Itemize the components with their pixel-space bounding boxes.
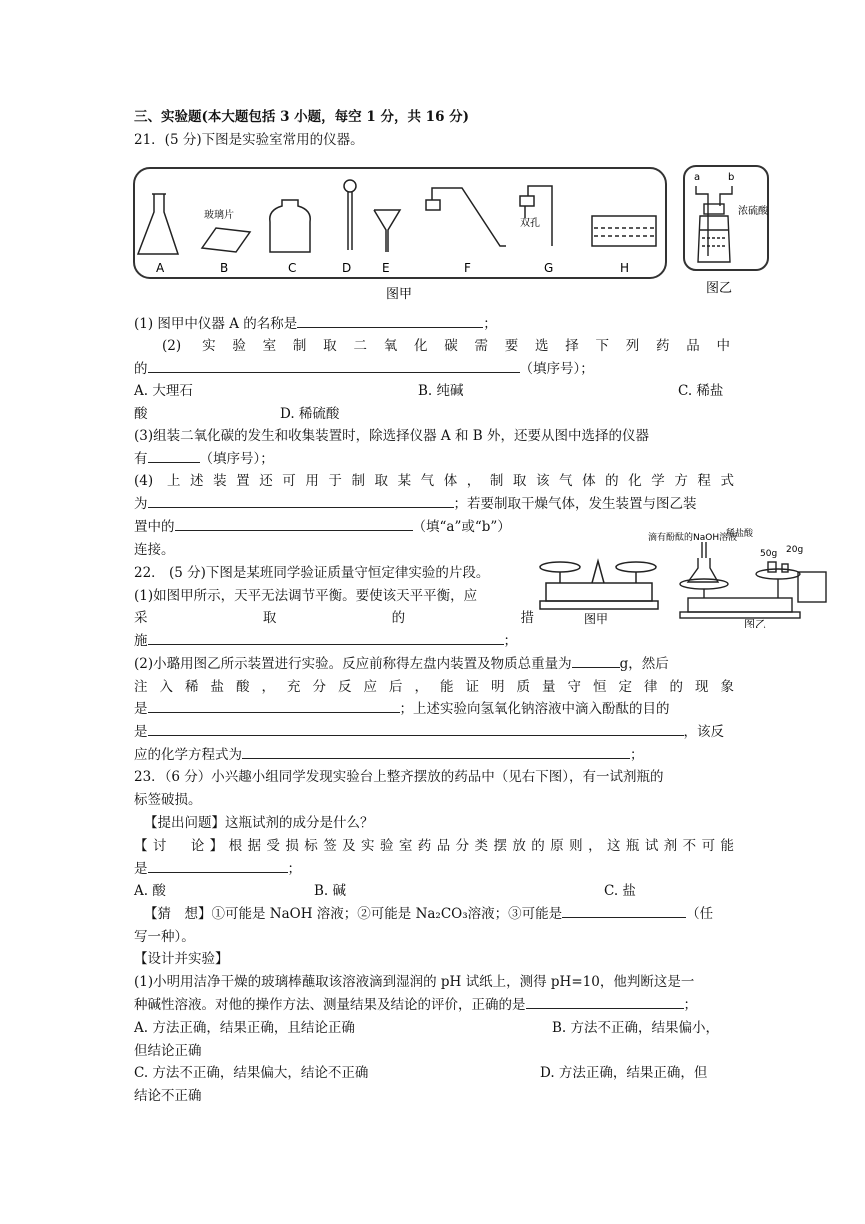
glass-plate-icon [202,228,250,252]
q23-intro: 23．（6 分）小兴趣小组同学发现实验台上整齐摆放的药品中（见右下图），有一试剂瓶的 [134,769,664,785]
bent-tube-icon [426,188,506,246]
q21-p1: (1) 图甲中仪器 A 的名称是 [134,316,298,332]
answer-blank[interactable] [148,698,400,713]
answer-blank[interactable] [148,721,684,736]
fill-hint: （填序号）； [519,361,594,377]
label-h: H [620,261,630,275]
glass-plate-label: 玻璃片 [204,210,234,221]
q21-intro: 21．(5 分)下图是实验室常用的仪器。 [134,132,364,148]
q23-discuss: 【讨 论】根据受损标签及实验室药品分类摆放的原则，这瓶试剂不可能 [134,838,734,854]
punct: ； [630,747,644,763]
punct: ； [503,633,517,649]
answer-blank[interactable] [148,448,200,463]
hcl-label: 稀盐酸 [726,529,754,539]
q21-opt-c: C. 稀盐 [678,383,724,399]
conical-flask-icon [138,194,178,254]
figure-yi [682,164,772,300]
figure-balance-jia [536,545,662,625]
label-f: F [464,261,471,275]
punct: ； [287,861,301,877]
weight-50g-label: 50g [760,549,778,559]
q21-opt-b: B. 纯碱 [418,383,464,399]
q23-option-b: B. 方法不正确，结果偏小， [552,1020,720,1036]
double-hole-stopper-icon [520,186,552,246]
figure-jia-caption: 图甲 [386,287,413,302]
q23-option-a: A. 方法正确，结果正确，且结论正确 [134,1020,355,1036]
label-e: E [382,261,390,275]
punct: ； [683,997,697,1013]
q22-p2b: 注入稀盐酸，充分反应后，能证明质量守恒定律的现象 [134,679,734,695]
q21-p2: (2) 实验室制取二氧化碳需要选择下列药品中 [162,338,730,354]
naoh-label: 滴有酚酞的NaOH溶液 [648,533,738,543]
q22-p2c: 是 [134,701,148,717]
q21-p4b: 为 [134,496,148,512]
acid-label-1: 浓硫酸 [738,206,768,217]
double-hole-label: 双孔 [520,218,540,229]
q22-p2-end: g，然后 [619,656,669,672]
q21-p3b: 有 [134,451,148,467]
label-g: G [544,261,554,275]
q21-opt-c-cont: 酸 [134,406,148,422]
answer-blank[interactable] [148,858,288,873]
q23-guess2: 写一种）。 [134,929,195,945]
q21-opt-a: A. 大理石 [134,383,193,399]
fill-hint: （填序号）； [199,451,274,467]
q23-opt-a: A. 酸 [134,883,166,899]
fill-hint: （填“a”或“b”） [412,519,511,535]
q21-p4c: 置中的 [134,519,175,535]
q22-p2d-end: ，该反 [683,724,724,740]
gas-wash-bottle-icon [696,186,732,262]
q22-p1c: 施 [134,633,148,649]
q23-option-b-cont: 但结论正确 [134,1043,202,1059]
q21-p4d: 连接。 [134,542,175,558]
tube-b-label: b [728,172,735,183]
q22-intro: 22． (5 分)下图是某班同学验证质量守恒定律实验的片段。 [134,565,490,581]
answer-blank[interactable] [148,358,520,373]
section-title: 三、实验题(本大题包括 3 小题，每空 1 分，共 16 分) [134,109,470,125]
answer-blank[interactable] [562,903,686,918]
q22-p2e: 应的化学方程式为 [134,747,242,763]
label-a: A [156,261,165,275]
figure-balance-yi-caption: 图乙 [744,618,766,628]
q22-p1: (1)如图甲所示，天平无法调节平衡。要使该天平平衡，应 [134,588,478,604]
q22-p2c-end: ；上述实验向氢氧化钠溶液中滴入酚酞的目的 [399,701,670,717]
q21-p2b: 的 [134,361,148,377]
q23-intro2: 标签破损。 [134,792,202,808]
q21-p3: (3)组装二氧化碳的发生和收集装置时，除选择仪器 A 和 B 外，还要从图中选择的仪器 [134,428,649,444]
q21-opt-d: D. 稀硫酸 [280,406,340,422]
q23-d1: (1)小明用洁净干燥的玻璃棒蘸取该溶液滴到湿润的 pH 试纸上，测得 pH=10，他判断这是一 [134,974,695,990]
q23-design: 【设计并实验】 [134,951,229,967]
q21-p4: (4) 上述装置还可用于制取某气体，制取该气体的化学方程式 [134,473,734,489]
tube-a-label: a [694,172,701,183]
q23-option-c: C. 方法不正确，结果偏大，结论不正确 [134,1065,369,1081]
weight-20g-label: 20g [786,545,804,555]
q23-opt-b: B. 碱 [314,883,347,899]
q23-guess: 【猜 想】①可能是 NaOH 溶液；②可能是 Na₂CO₃溶液；③可能是 [144,906,563,922]
water-trough-icon [592,216,656,246]
funnel-icon [374,210,400,252]
q23-option-d: D. 方法正确，结果正确，但 [540,1065,708,1081]
q23-discuss2: 是 [134,861,148,877]
q22-p2: (2)小璐用图乙所示装置进行实验。反应前称得左盘内装置及物质总重量为 [134,656,572,672]
q22-p1b: 采取的措 [134,610,534,626]
q23-opt-c: C. 盐 [604,883,636,899]
figure-yi-caption: 图乙 [706,281,733,296]
answer-blank[interactable] [526,994,684,1009]
answer-blank[interactable] [572,653,620,668]
label-c: C [288,261,297,275]
q21-p4b-end: ；若要制取干燥气体，发生装置与图乙装 [453,496,697,512]
wide-bottle-icon [270,200,311,252]
answer-blank[interactable] [148,630,504,645]
label-b: B [220,261,229,275]
q22-p2d: 是 [134,724,148,740]
q23-option-d-cont: 结论不正确 [134,1088,202,1104]
q23-guess-end: （任 [686,906,714,922]
answer-blank[interactable] [297,313,483,328]
answer-blank[interactable] [148,493,454,508]
q23-raise: 【提出问题】这瓶试剂的成分是什么？ [144,815,374,831]
q23-d1b: 种碱性溶液。对他的操作方法、测量结果及结论的评价，正确的是 [134,997,526,1013]
figure-frame [134,168,666,278]
answer-blank[interactable] [242,744,630,759]
label-d: D [342,261,352,275]
figure-jia [132,166,672,306]
punct: ； [483,316,497,332]
figure-balance-jia-caption: 图甲 [584,612,609,625]
answer-blank[interactable] [175,516,413,531]
dropper-icon [344,180,356,250]
